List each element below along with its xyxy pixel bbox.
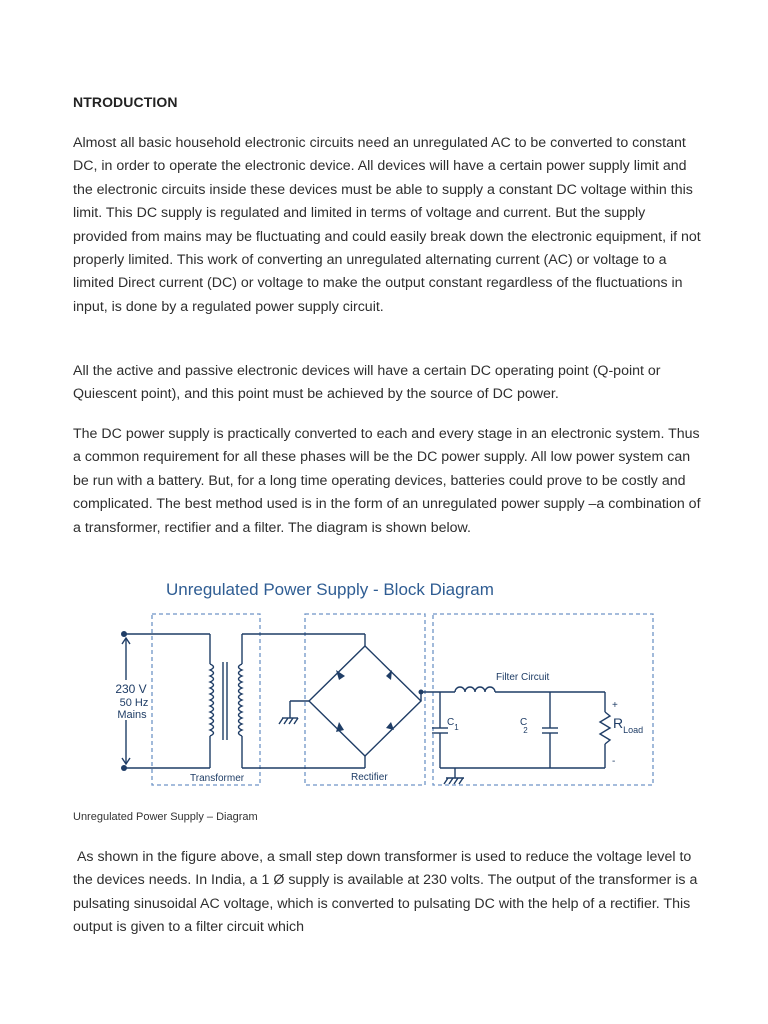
- figure-caption: Unregulated Power Supply – Diagram: [73, 811, 258, 823]
- c2-subscript: 2: [523, 726, 528, 735]
- mains-terminals: [121, 631, 424, 771]
- paragraph-dc-supply: The DC power supply is practically converted to each and every stage in an electronic system. Thus a common requirement for all these phases will be the DC power supply. All low power system can be run with a battery. But, for a long time operating devices, batteries could prove to be costly and complicated. The best method used is in the form of an unregulated power supply –a combination of a transformer, rectifier and a filter. The diagram is shown below.: [73, 426, 701, 536]
- diagram-title: Unregulated Power Supply - Block Diagram: [166, 580, 494, 599]
- diode-top-left: [336, 670, 345, 680]
- mains-frequency-label: 50 Hz: [119, 697, 149, 709]
- mains-terminal-top: [121, 631, 127, 637]
- diode-top-right: [386, 670, 392, 680]
- bridge-output-node: [419, 690, 424, 695]
- mains-label: Mains: [117, 709, 147, 721]
- filter-block: [433, 614, 653, 785]
- bridge-diodes: [336, 670, 394, 732]
- diode-bottom-left: [336, 722, 344, 732]
- transformer-label: Transformer: [190, 773, 245, 784]
- mains-voltage-label: 230 V: [115, 682, 147, 696]
- minus-sign: -: [612, 756, 616, 767]
- svg-text:C1: [447, 717, 459, 732]
- mains-terminal-bottom: [121, 765, 127, 771]
- paragraph-operating-point: All the active and passive electronic devices will have a certain DC operating point (Q-point or Quiescent point), and this point must be achieved by the source of DC power.: [73, 363, 661, 403]
- transformer-block: [152, 614, 260, 785]
- plus-sign: +: [612, 700, 618, 711]
- circuit-wires: [119, 634, 610, 784]
- c1-subscript: 1: [454, 723, 459, 732]
- rectifier-label: Rectifier: [351, 772, 388, 783]
- paragraph-figure-explanation: As shown in the figure above, a small step down transformer is used to reduce the voltage level to the devices needs. In India, a 1 Ø supply is available at 230 volts. The output of the transformer is a pulsating sinusoidal AC voltage, which is converted to pulsating DC with the help of a rectifier. This output is given to a filter circuit which: [73, 849, 698, 936]
- block-diagram-figure: [110, 572, 655, 802]
- c1-letter: C: [447, 717, 455, 728]
- paragraph-intro: Almost all basic household electronic circuits need an unregulated AC to be converted to constant DC, in order to operate the electronic device. All devices will have a certain power supply limit and the electronic circuits inside these devices must be able to supply a constant DC voltage within this limit. This DC supply is regulated and limited in terms of voltage and current. But the supply provided from mains may be fluctuating and could easily break down the electronic equipment, if not properly limited. This work of converting an unregulated alternating current (AC) or voltage to a limited Direct current (DC) or voltage to make the output constant regardless of the fluctuations in input, is done by a regulated power supply circuit.: [73, 135, 701, 315]
- section-heading: NTRODUCTION: [73, 94, 178, 110]
- svg-text:RLoad: [613, 715, 643, 735]
- filter-circuit-label: Filter Circuit: [496, 672, 550, 683]
- svg-text:C2: [520, 717, 528, 735]
- load-subscript: Load: [623, 725, 644, 735]
- diode-bottom-right: [386, 722, 394, 730]
- c2-letter: C: [520, 717, 528, 728]
- load-letter: R: [613, 715, 624, 731]
